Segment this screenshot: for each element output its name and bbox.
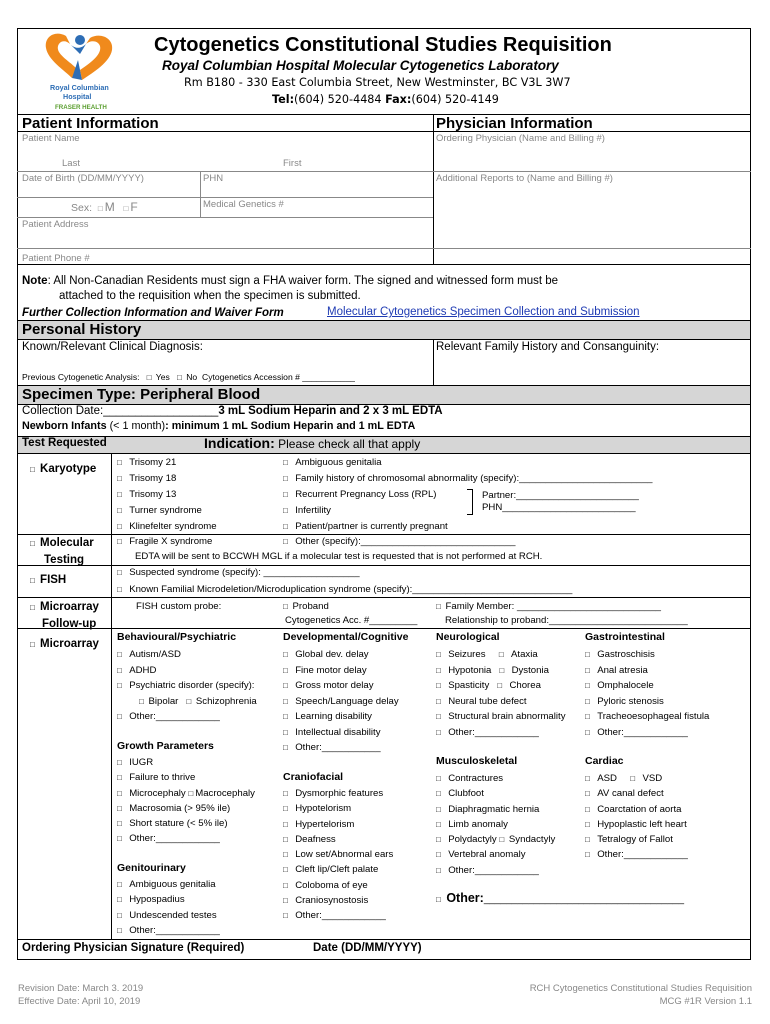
physician-heading: Physician Information — [436, 115, 593, 132]
karyo-left-list — [117, 455, 217, 535]
option-hypospadius[interactable]: □ Hypospadius — [117, 894, 185, 906]
option-family-member[interactable]: □ Family Member: ___________________________ — [436, 601, 662, 612]
sex-f-checkbox[interactable]: □ F — [123, 200, 138, 214]
partner-phn-field[interactable]: PHN_________________________ — [482, 502, 636, 513]
option-global-dev-delay[interactable]: □ Global dev. delay — [283, 649, 369, 660]
craniofacial-heading: Craniofacial — [283, 771, 344, 783]
rpl-bracket — [467, 489, 473, 515]
option-coloboma[interactable]: □ Coloboma of eye — [283, 879, 368, 891]
option-dystonia[interactable]: □ Dystonia — [499, 664, 549, 676]
newborn-requirement: : minimum 1 mL Sodium Heparin and 1 mL EDTA — [165, 420, 416, 432]
option-gastro-other[interactable]: □ Other:____________ — [585, 726, 688, 738]
previous-analysis-row — [22, 372, 355, 382]
tel-label: Tel: — [272, 93, 295, 106]
microarray-checkbox[interactable]: □ Microarray — [30, 638, 99, 650]
option-undescended-testes[interactable]: □ Undescended testes — [117, 909, 217, 921]
option-av-canal[interactable]: □ AV canal defect — [585, 788, 664, 800]
signature-field[interactable]: Ordering Physician Signature (Required) — [22, 942, 245, 954]
diagnosis-field[interactable]: Known/Relevant Clinical Diagnosis: — [22, 341, 203, 353]
option-clubfoot[interactable]: □ Clubfoot — [436, 788, 484, 800]
family-history-field[interactable]: Relevant Family History and Consanguinity: — [436, 341, 660, 353]
growth-heading: Growth Parameters — [117, 740, 214, 752]
option-ataxia[interactable]: □ Ataxia — [498, 649, 538, 660]
behavioural-list — [117, 647, 257, 725]
option-diaphragmatic-hernia[interactable]: □ Diaphragmatic hernia — [436, 803, 540, 815]
option-low-set-ears[interactable]: □ Low set/Abnormal ears — [283, 849, 394, 861]
collection-date-row — [22, 405, 443, 417]
option-polydactyly[interactable]: □ Polydactyly — [436, 834, 497, 846]
option-coarctation[interactable]: □ Coarctation of aorta — [585, 803, 682, 815]
lab-contact — [272, 93, 499, 106]
indication-heading: Indication: Please check all that apply — [204, 435, 421, 451]
fax-value: (604) 520-4149 — [411, 93, 499, 106]
option-seizures[interactable]: □ Seizures — [436, 649, 486, 660]
option-gu-other[interactable]: □ Other:____________ — [117, 924, 220, 936]
option-limb-anomaly[interactable]: □ Limb anomaly — [436, 818, 508, 830]
revision-date: Revision Date: March 3. 2019 — [18, 983, 144, 994]
option-macrosomia[interactable]: □ Macrosomia (> 95% ile) — [117, 802, 231, 814]
lab-name: Royal Columbian Hospital Molecular Cytogenetics Laboratory — [162, 58, 559, 73]
option-omphalocele[interactable]: □ Omphalocele — [585, 680, 654, 691]
logo-line2: Hospital — [63, 92, 92, 101]
patient-address-field[interactable]: Patient Address — [22, 219, 89, 230]
sex-selector[interactable] — [71, 200, 138, 214]
option-neurological-other[interactable]: □ Other:____________ — [436, 726, 539, 738]
option-cardiac-other[interactable]: □ Other:____________ — [585, 849, 688, 861]
option-asd[interactable]: □ ASD — [585, 773, 617, 784]
option-vsd[interactable]: □ VSD — [630, 773, 663, 784]
further-info-label: Further Collection Information and Waiver Form — [22, 307, 284, 319]
note-text1: : All Non-Canadian Residents must sign a FHA waiver form. The signed and witnessed form must be — [47, 275, 559, 287]
option-tef[interactable]: □ Tracheoesophageal fistula — [585, 711, 710, 722]
option-rpl[interactable]: □ Recurrent Pregnancy Loss (RPL) — [283, 489, 437, 500]
signature-date-field[interactable]: Date (DD/MM/YYYY) — [313, 942, 422, 954]
option-molecular-other[interactable]: □ Other (specify):_____________________________ — [283, 536, 516, 547]
dob-field[interactable]: Date of Birth (DD/MM/YYYY) — [22, 173, 144, 184]
patient-name-label: Patient Name — [22, 133, 80, 144]
previous-no-checkbox[interactable]: □ No — [176, 372, 198, 382]
fax-label: Fax: — [385, 93, 412, 106]
cardiac-list — [585, 771, 688, 863]
newborn-label: Newborn Infants — [22, 420, 107, 432]
option-short-stature[interactable]: □ Short stature (< 5% ile) — [117, 818, 228, 830]
craniofacial-list — [283, 786, 393, 924]
developmental-heading: Developmental/Cognitive — [283, 631, 409, 643]
option-developmental-other[interactable]: □ Other:___________ — [283, 742, 381, 753]
option-macrocephaly[interactable]: □ Macrocephaly — [188, 787, 255, 799]
option-craniosynostosis[interactable]: □ Craniosynostosis — [283, 895, 369, 907]
option-intellectual-disability[interactable]: □ Intellectual disability — [283, 726, 381, 738]
note-line2: attached to the requisition when the specimen is submitted. — [59, 290, 361, 302]
specimen-heading: Specimen Type: Peripheral Blood — [22, 386, 261, 403]
note-line1 — [22, 275, 558, 287]
option-hypotelorism[interactable]: □ Hypotelorism — [283, 803, 352, 815]
option-hlhs[interactable]: □ Hypoplastic left heart — [585, 818, 687, 830]
option-neural-tube[interactable]: □ Neural tube defect — [436, 695, 527, 707]
fish-probe-field[interactable]: FISH custom probe: — [136, 601, 222, 612]
additional-reports-field[interactable]: Additional Reports to (Name and Billing #) — [436, 173, 613, 184]
edta-note: EDTA will be sent to BCCWH MGL if a molecular test is requested that is not performed at RCH. — [135, 551, 543, 562]
growth-list — [117, 755, 255, 847]
option-vertebral-anomaly[interactable]: □ Vertebral anomaly — [436, 849, 526, 861]
phn-field[interactable]: PHN — [203, 173, 224, 184]
page-title: Cytogenetics Constitutional Studies Requisition — [154, 34, 612, 56]
option-brain-abnormality[interactable]: □ Structural brain abnormality — [436, 711, 566, 722]
option-pyloric-stenosis[interactable]: □ Pyloric stenosis — [585, 695, 664, 707]
option-bipolar[interactable]: □ Bipolar — [139, 695, 179, 707]
musculoskeletal-list — [436, 771, 555, 878]
logo-line1: Royal Columbian — [50, 83, 109, 92]
option-chorea[interactable]: □ Chorea — [497, 680, 541, 691]
note-label: Note — [22, 275, 48, 287]
option-iugr[interactable]: □ IUGR — [117, 757, 154, 768]
medical-genetics-field[interactable]: Medical Genetics # — [203, 199, 284, 210]
option-microcephaly[interactable]: □ Microcephaly — [117, 787, 186, 799]
genitourinary-list — [117, 877, 220, 938]
microarray-other-field[interactable]: □ Other:____________________________________ — [436, 891, 685, 905]
relationship-field[interactable]: Relationship to proband:__________________________ — [445, 615, 688, 626]
option-musculoskeletal-other[interactable]: □ Other:____________ — [436, 864, 539, 876]
option-gastroschisis[interactable]: □ Gastroschisis — [585, 649, 655, 660]
option-family-history[interactable]: □ Family history of chromosomal abnormality (specify):_________________________ — [283, 473, 653, 484]
option-syndactyly[interactable]: □ Syndactyly — [499, 834, 556, 846]
option-fine-motor[interactable]: □ Fine motor delay — [283, 664, 367, 676]
option-autism[interactable]: □ Autism/ASD — [117, 649, 181, 660]
effective-date: Effective Date: April 10, 2019 — [18, 996, 141, 1007]
option-contractures[interactable]: □ Contractures — [436, 773, 504, 784]
option-adhd[interactable]: □ ADHD — [117, 664, 157, 676]
option-failure-to-thrive[interactable]: □ Failure to thrive — [117, 772, 196, 784]
option-pregnant[interactable]: □ Patient/partner is currently pregnant — [283, 521, 448, 532]
karyotype-checkbox[interactable]: □ Karyotype — [30, 463, 97, 475]
hospital-logo — [36, 30, 124, 112]
option-craniofacial-other[interactable]: □ Other:____________ — [283, 910, 386, 922]
personal-history-heading: Personal History — [22, 321, 142, 338]
collection-info-link[interactable]: Molecular Cytogenetics Specimen Collection and Submission — [327, 306, 640, 318]
option-spasticity[interactable]: □ Spasticity — [436, 680, 490, 691]
fish-checkbox[interactable]: □ FISH — [30, 574, 67, 586]
cardiac-heading: Cardiac — [585, 755, 624, 767]
option-gross-motor[interactable]: □ Gross motor delay — [283, 680, 374, 691]
tel-value: (604) 520-4484 — [294, 93, 382, 106]
option-turner[interactable]: □ Turner syndrome — [117, 505, 202, 516]
option-fragile-x[interactable]: □ Fragile X syndrome — [117, 536, 213, 547]
newborn-age: (< 1 month) — [106, 420, 166, 432]
last-name-label[interactable]: Last — [62, 158, 80, 169]
form-name: RCH Cytogenetics Constitutional Studies Requisition — [529, 983, 752, 994]
option-deafness[interactable]: □ Deafness — [283, 833, 336, 845]
previous-yes-checkbox[interactable]: □ Yes — [146, 372, 170, 382]
logo-line3: FRASER HEALTH — [55, 104, 107, 111]
option-hypotonia[interactable]: □ Hypotonia — [436, 664, 492, 676]
first-name-label[interactable]: First — [283, 158, 302, 169]
genitourinary-heading: Genitourinary — [117, 862, 186, 874]
option-known-familial[interactable]: □ Known Familial Microdeletion/Microduplication syndrome (specify):______________________________ — [117, 584, 573, 595]
option-ambiguous-genitalia[interactable]: □ Ambiguous genitalia — [283, 457, 382, 468]
option-growth-other[interactable]: □ Other:____________ — [117, 833, 220, 845]
patient-heading: Patient Information — [22, 115, 159, 132]
option-trisomy-21[interactable]: □ Trisomy 21 — [117, 457, 177, 468]
option-trisomy-18[interactable]: □ Trisomy 18 — [117, 473, 177, 484]
partner-field[interactable]: Partner:_______________________ — [482, 490, 639, 501]
sex-m-checkbox[interactable]: □ M — [97, 200, 115, 214]
neurological-heading: Neurological — [436, 631, 500, 643]
developmental-list — [283, 647, 399, 756]
collection-requirement: 3 mL Sodium Heparin and 2 x 3 mL EDTA — [218, 405, 443, 417]
collection-date-field[interactable]: __________________ — [103, 405, 219, 417]
gastrointestinal-heading: Gastrointestinal — [585, 631, 665, 643]
collection-date-label: Collection Date: — [22, 405, 104, 417]
option-psychiatric[interactable]: □ Psychiatric disorder (specify): — [117, 680, 255, 691]
newborn-row — [22, 420, 415, 432]
option-dysmorphic[interactable]: □ Dysmorphic features — [283, 788, 384, 799]
option-tetralogy[interactable]: □ Tetralogy of Fallot — [585, 834, 673, 846]
option-proband[interactable]: □ Proband — [283, 601, 329, 612]
neurological-list — [436, 647, 566, 740]
musculoskeletal-heading: Musculoskeletal — [436, 755, 518, 767]
option-schizophrenia[interactable]: □ Schizophrenia — [186, 695, 257, 707]
lab-address: Rm B180 - 330 East Columbia Street, New Westminster, BC V3L 3W7 — [184, 76, 571, 89]
option-learning-disability[interactable]: □ Learning disability — [283, 711, 372, 722]
option-cleft[interactable]: □ Cleft lip/Cleft palate — [283, 864, 379, 876]
molecular-testing-checkbox[interactable]: □ Molecular Testing — [30, 537, 94, 566]
accession-field[interactable]: Cytogenetics Accession # ___________ — [201, 372, 355, 382]
option-behavioural-other[interactable]: □ Other:____________ — [117, 711, 220, 722]
form-id: MCG #1R Version 1.1 — [659, 996, 752, 1007]
test-requested-heading: Test Requested — [22, 437, 107, 449]
option-infertility[interactable]: □ Infertility — [283, 505, 331, 516]
option-speech-delay[interactable]: □ Speech/Language delay — [283, 695, 399, 707]
ordering-physician-field[interactable]: Ordering Physician (Name and Billing #) — [436, 133, 605, 144]
option-hypertelorism[interactable]: □ Hypertelorism — [283, 818, 355, 830]
option-klinefelter[interactable]: □ Klinefelter syndrome — [117, 521, 217, 532]
sex-label: Sex: — [71, 202, 93, 214]
option-trisomy-13[interactable]: □ Trisomy 13 — [117, 489, 177, 500]
behavioural-heading: Behavioural/Psychiatric — [117, 631, 237, 643]
cyto-accession-field[interactable]: Cytogenetics Acc. #_________ — [285, 615, 418, 626]
patient-phone-field[interactable]: Patient Phone # — [22, 253, 90, 264]
heart-logo-icon — [36, 30, 124, 82]
microarray-followup-checkbox[interactable]: □ Microarray Follow-up — [30, 601, 99, 630]
option-anal-atresia[interactable]: □ Anal atresia — [585, 664, 648, 676]
previous-analysis-label: Previous Cytogenetic Analysis: — [22, 372, 140, 382]
option-gu-ambiguous[interactable]: □ Ambiguous genitalia — [117, 879, 216, 890]
option-suspected-syndrome[interactable]: □ Suspected syndrome (specify): __________________ — [117, 567, 360, 578]
gastrointestinal-list — [585, 647, 709, 740]
